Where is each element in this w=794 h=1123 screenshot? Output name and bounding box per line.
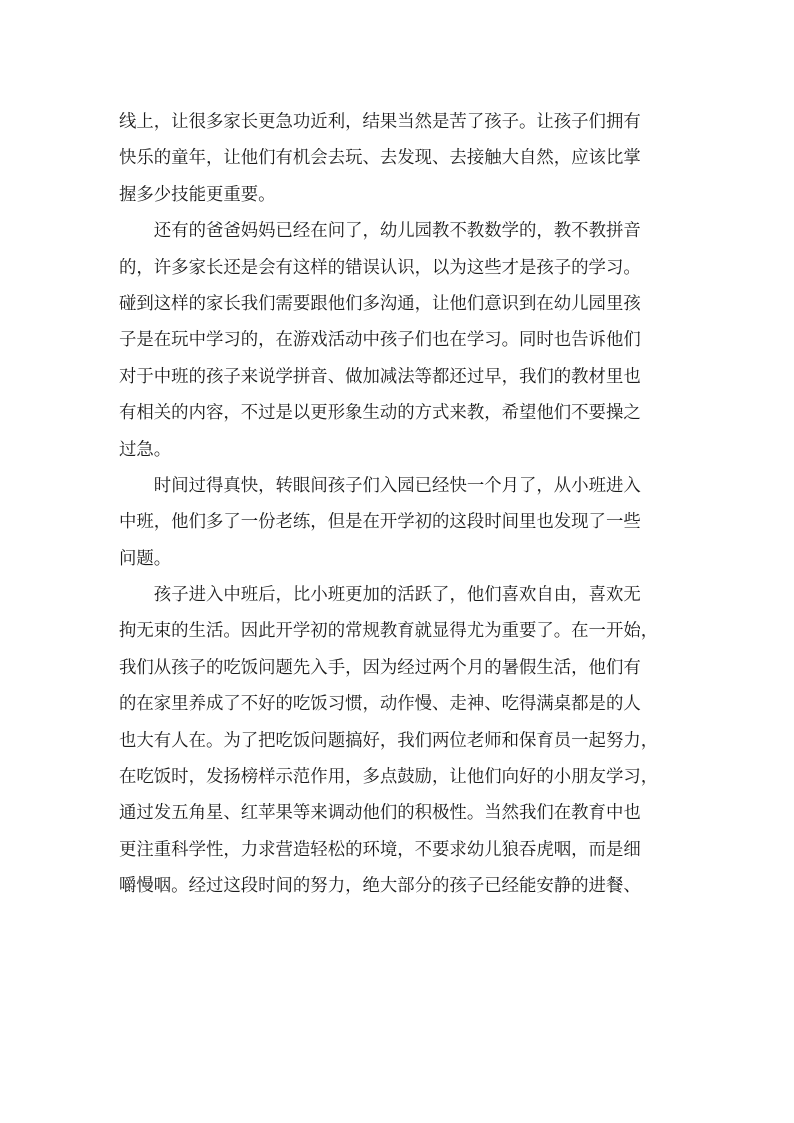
text-line: 线上，让很多家长更急功近利，结果当然是苦了孩子。让孩子们拥有 — [119, 112, 641, 132]
text-line: 拘无束的生活。因此开学初的常规教育就显得尤为重要了。在一开始， — [119, 621, 659, 642]
text-line: 更注重科学性，力求营造轻松的环境，不要求幼儿狼吞虎咽，而是细 — [119, 839, 641, 860]
text-line: 过急。 — [119, 439, 172, 460]
text-line: 的在家里养成了不好的吃饭习惯，动作慢、走神、吃得满桌都是的人 — [119, 694, 641, 715]
text-line: 碰到这样的家长我们需要跟他们多沟通，让他们意识到在幼儿园里孩 — [119, 293, 641, 314]
text-line: 有相关的内容，不过是以更形象生动的方式来教，希望他们不要操之 — [119, 403, 641, 424]
text-line: 通过发五角星、红苹果等来调动他们的积极性。当然我们在教育中也 — [119, 803, 641, 824]
text-line: 中班，他们多了一份老练，但是在开学初的这段时间里也发现了一些 — [119, 512, 641, 533]
paragraph-first-line: 孩子进入中班后，比小班更加的活跃了，他们喜欢自由，喜欢无 — [153, 585, 641, 606]
text-line: 握多少技能更重要。 — [119, 184, 276, 205]
text-line: 问题。 — [119, 548, 172, 569]
text-line: 快乐的童年，让他们有机会去玩、去发现、去接触大自然，应该比掌 — [119, 148, 641, 169]
text-line: 的，许多家长还是会有这样的错误认识，以为这些才是孩子的学习。 — [119, 257, 641, 278]
paragraph-first-line: 还有的爸爸妈妈已经在问了，幼儿园教不教数学的，教不教拼音 — [153, 221, 641, 242]
text-line: 子是在玩中学习的，在游戏活动中孩子们也在学习。同时也告诉他们 — [119, 330, 641, 351]
text-line: 我们从孩子的吃饭问题先入手，因为经过两个月的暑假生活，他们有 — [119, 657, 641, 678]
text-line: 嚼慢咽。经过这段时间的努力，绝大部分的孩子已经能安静的进餐、 — [119, 876, 641, 897]
text-line: 也大有人在。为了把吃饭问题搞好，我们两位老师和保育员一起努力， — [119, 730, 659, 751]
document-body — [119, 104, 681, 905]
text-line: 在吃饭时，发扬榜样示范作用，多点鼓励，让他们向好的小朋友学习， — [119, 767, 659, 788]
paragraph-first-line: 时间过得真快，转眼间孩子们入园已经快一个月了，从小班进入 — [153, 475, 641, 496]
text-line: 对于中班的孩子来说学拼音、做加减法等都还过早，我们的教材里也 — [119, 366, 641, 387]
